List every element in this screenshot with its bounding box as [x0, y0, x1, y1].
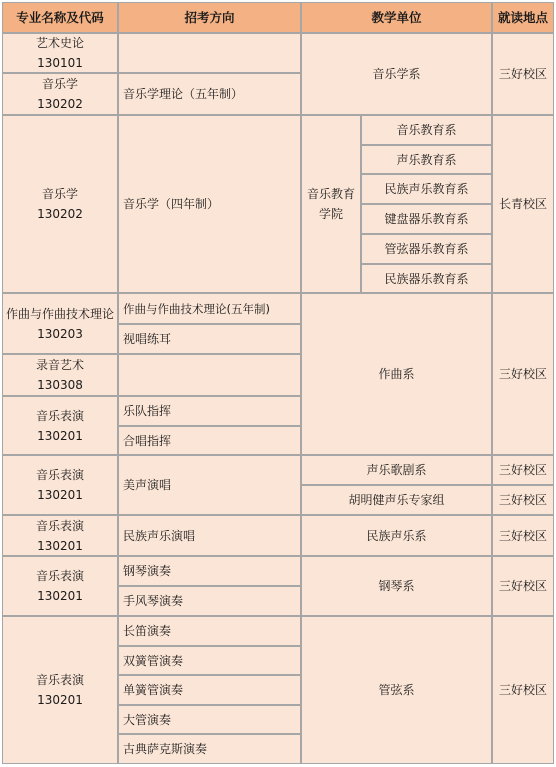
- major-name: 音乐表演: [35, 468, 84, 482]
- unit-name: 音乐教育学院: [306, 187, 355, 221]
- major-name: 音乐表演: [35, 569, 84, 583]
- direction-cell: 合唱指挥: [118, 426, 301, 455]
- unit-cell: [301, 115, 361, 293]
- unit-cell: 作曲系: [301, 293, 492, 455]
- major-name: 音乐学: [41, 187, 78, 201]
- campus-cell: 三好校区: [492, 293, 554, 455]
- direction-cell: 视唱练耳: [118, 324, 301, 354]
- major-code: 130201: [37, 428, 83, 443]
- header-unit: 教学单位: [301, 2, 492, 33]
- subunit-cell: 音乐教育系: [361, 115, 492, 145]
- direction-cell: 钢琴演奏: [118, 556, 301, 586]
- major-name: 作曲与作曲技术理论: [5, 306, 114, 321]
- campus-cell: 三好校区: [492, 556, 554, 616]
- major-code: 130203: [37, 326, 83, 341]
- major-cell: [2, 73, 118, 115]
- major-code: 130201: [37, 488, 83, 502]
- subunit-cell: 键盘器乐教育系: [361, 204, 492, 234]
- major-name: 音乐表演: [35, 673, 84, 687]
- major-cell: [2, 515, 118, 556]
- major-code: 130201: [37, 538, 83, 553]
- major-code: 130202: [37, 207, 83, 221]
- campus-cell: 长青校区: [492, 115, 554, 293]
- direction-cell: 民族声乐演唱: [118, 515, 301, 556]
- major-code: 130202: [37, 97, 83, 111]
- unit-cell: 民族声乐系: [301, 515, 492, 556]
- campus-cell: 三好校区: [492, 455, 554, 485]
- major-name: 艺术史论: [35, 36, 84, 50]
- direction-cell: 古典萨克斯演奏: [118, 734, 301, 764]
- unit-cell: 管弦系: [301, 616, 492, 764]
- direction-cell: 大管演奏: [118, 705, 301, 734]
- major-cell: [2, 455, 118, 515]
- header-major: 专业名称及代码: [2, 2, 118, 33]
- direction-cell: 长笛演奏: [118, 616, 301, 646]
- major-cell: [2, 33, 118, 73]
- direction-cell: [118, 33, 301, 73]
- subunit-cell: 管弦器乐教育系: [361, 234, 492, 264]
- major-code: 130201: [37, 589, 83, 603]
- campus-cell: 三好校区: [492, 616, 554, 764]
- subunit-cell: 声乐教育系: [361, 145, 492, 174]
- direction-cell: 手风琴演奏: [118, 586, 301, 616]
- direction-cell: 音乐学理论（五年制）: [118, 73, 301, 115]
- unit-cell: 声乐歌剧系: [301, 455, 492, 485]
- major-cell: [2, 293, 118, 354]
- unit-cell: 音乐学系: [301, 33, 492, 115]
- direction-cell: 音乐学（四年制）: [118, 115, 301, 293]
- direction-cell: 乐队指挥: [118, 396, 301, 426]
- direction-cell: 双簧管演奏: [118, 646, 301, 675]
- direction-cell: 美声演唱: [118, 455, 301, 515]
- major-cell: [2, 396, 118, 455]
- major-name: 音乐表演: [35, 518, 84, 533]
- major-cell: [2, 354, 118, 396]
- header-campus: 就读地点: [492, 2, 554, 33]
- unit-cell: 钢琴系: [301, 556, 492, 616]
- major-cell: [2, 616, 118, 764]
- major-name: 音乐学: [41, 77, 78, 91]
- subunit-cell: 民族器乐教育系: [361, 264, 492, 293]
- campus-cell: 三好校区: [492, 33, 554, 115]
- major-code: 130101: [37, 56, 83, 70]
- major-cell: [2, 115, 118, 293]
- campus-cell: 三好校区: [492, 515, 554, 556]
- header-direction: 招考方向: [118, 2, 301, 33]
- direction-cell: 作曲与作曲技术理论(五年制): [118, 293, 301, 324]
- major-name: 音乐表演: [35, 408, 84, 423]
- campus-cell: 三好校区: [492, 485, 554, 515]
- major-name: 录音艺术: [35, 358, 84, 372]
- direction-cell: 单簧管演奏: [118, 675, 301, 705]
- major-code: 130308: [37, 378, 83, 392]
- major-code: 130201: [37, 693, 83, 707]
- subunit-cell: 民族声乐教育系: [361, 174, 492, 204]
- unit-cell: 胡明健声乐专家组: [301, 485, 492, 515]
- major-cell: [2, 556, 118, 616]
- direction-cell: [118, 354, 301, 396]
